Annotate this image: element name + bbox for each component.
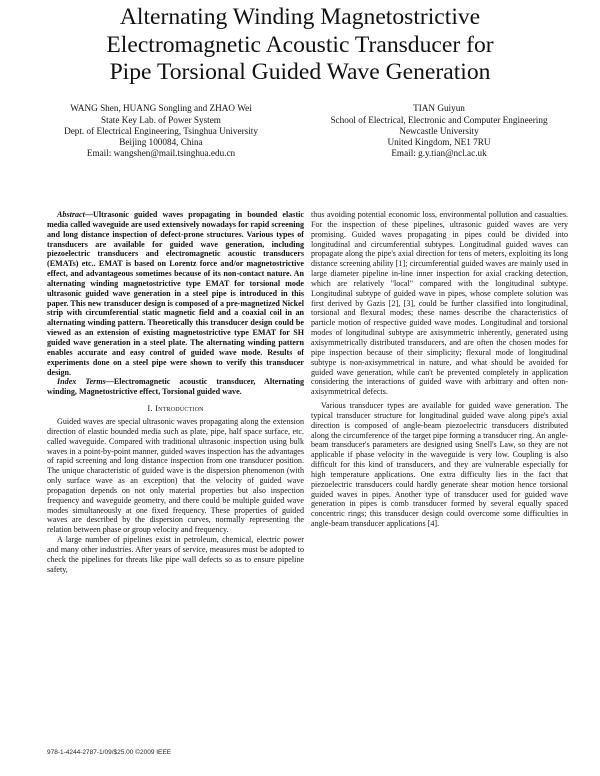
author-affiliation: Dept. of Electrical Engineering, Tsinghua University <box>64 125 258 136</box>
body-paragraph: Various transducer types are available for guided wave generation. The typical transducer structure for longitudinal guided wave along pipe's axial direction is composed of angle-beam piezoelectric transducers distributed along the circumference of the target pipe forming a transducer ring. An angle-beam transducer's parameters are designed using Snell's Law, so they are not applicable if phase velocity in the waveguide is very low. Coupling is also difficult for this kind of transducers, and they are vulnerable especially for high temperature applications. One extra difficulty lies in the fact that piezoelectric transducers could hardly generate shear motion hence torsional guided waves in pipes. Another type of transducer used for guided wave generation in pipes is comb transducer formed by several equally spaced concentric rings; this transducer design could overcome some difficulties in angle-beam transducer applications [4]. <box>311 401 568 529</box>
title-line-2: Electromagnetic Acoustic Transducer for <box>106 31 494 58</box>
author-email: Email: g.y.tian@ncl.ac.uk <box>391 147 487 158</box>
title-line-1: Alternating Winding Magnetostrictive <box>119 4 481 30</box>
index-terms <box>47 377 304 397</box>
body-paragraph: thus avoiding potential economic loss, environmental pollution and casualties. For the inspection of these pipelines, ultrasonic guided waves are very promising. Guided waves propagating in pipes could be divided into longitudinal and circumferential subtypes. Longitudinal guided waves can propagate along the pipe's axial direction for tens of meters, exploiting its long distance screening ability [1]; circumferential guided waves are mainly used in large diameter pipeline in-line inner inspection for axial cracking detection, which are relatively "local" compared with the longitudinal subtype. Longitudinal subtype of guided wave in pipes, whose complete solution was first derived by Gazis [2], [3], could be further classified into longitudinal, torsional and flexural modes; these names describe the characteristics of particle motion of respective guided wave modes. Longitudinal and torsional modes of longitudinal subtype are axisymmetric inherently, generated using axisymmetrically distributed transducers, and are often the chosen modes for pipe inspection because of their simplicity; flexural mode of longitudinal subtype is non-axisymmetrical in nature, and what should be avoided for guided wave generation, while can't be prevented completely in application considering the interactions of guided wave with arbitrary and often non-axisymmetrical defects. <box>311 210 568 397</box>
section-heading <box>47 403 304 413</box>
paper-title <box>20 4 580 87</box>
column-left <box>47 210 304 575</box>
abstract <box>47 210 304 377</box>
author-email: Email: wangshen@mail.tsinghua.edu.cn <box>86 147 236 158</box>
author-block-right <box>294 103 584 159</box>
abstract-text: —Ultrasonic guided waves propagating in bounded elastic media called waveguide are used extensively nowadays for rapid screening and long distance inspection of defect-prone structures. Various types of transducers are available for guided wave generation, including piezoelectric transducers and electromagnetic acoustic transducers (EMATs) etc.. EMAT is based on Lorentz force and/or magnetostrictive effect, and advantageous sometimes because of its non-contact nature. An alternating winding magnetostrictive type EMAT for torsional mode ultrasonic guided wave generation in a steel pipe is introduced in this paper. This new transducer design is composed of a pre-magnetized Nickel strip with circumferential static magnetic field and a coaxial coil in an alternating winding pattern. Theoretically this transducer design could be viewed as an extension of existing magnetostrictive type EMAT for SH guided wave generation in a steel plate. The alternating winding pattern enables accurate and easy control of guided wave mode. Results of experiments done on a steel pipe were shown to verify this transducer design. <box>47 210 304 377</box>
author-affiliation: School of Electrical, Electronic and Computer Engineering <box>330 114 548 125</box>
author-affiliation: United Kingdom, NE1 7RU <box>387 136 491 147</box>
author-block-left <box>20 103 302 159</box>
index-terms-text: —Electromagnetic acoustic transducer, Alternating winding, Magnetostrictive effect, Torsional guided wave. <box>47 377 304 397</box>
index-terms-label: Index Terms <box>57 377 106 387</box>
author-names: TIAN Guiyun <box>413 103 465 113</box>
section-numeral: I. <box>147 403 153 414</box>
author-affiliation: State Key Lab. of Power System <box>101 114 221 125</box>
body-paragraph: Guided waves are special ultrasonic waves propagating along the extension direction of elastic bounded media such as plate, pipe, half space surface, etc. called waveguide. Compared with traditional ultrasonic inspection using bulk waves in a point-by-point manner, guided waves inspection has the advantages of rapid screening and long distance inspection from one transducer position. The unique characteristic of guided wave is the dispersion phenomenon (with only surface wave as an exception) that the velocity of guided wave propagation depends on not only material properties but also inspection frequency and waveguide geometry, and there could be multiple guided wave modes simultaneously at one fixed frequency. These properties of guided waves are described by the dispersion curves, normally representing the relation between phase or group velocity and frequency. <box>47 417 304 535</box>
author-affiliation: Newcastle University <box>399 125 479 136</box>
author-affiliation: Beijing 100084, China <box>119 136 203 147</box>
title-line-3: Pipe Torsional Guided Wave Generation <box>109 59 491 85</box>
body-paragraph: A large number of pipelines exist in petroleum, chemical, electric power and many other industries. After years of service, measures must be adopted to check the pipelines for threats like pipe wall defects so as to ensure pipeline safety, <box>47 535 304 574</box>
column-right <box>311 210 568 529</box>
section-title: Introduction <box>155 403 204 414</box>
abstract-label: Abstract <box>57 210 85 219</box>
copyright-footer: 978-1-4244-2787-1/09/$25.00 ©2009 IEEE <box>47 749 172 756</box>
author-names: WANG Shen, HUANG Songling and ZHAO Wei <box>70 103 252 113</box>
